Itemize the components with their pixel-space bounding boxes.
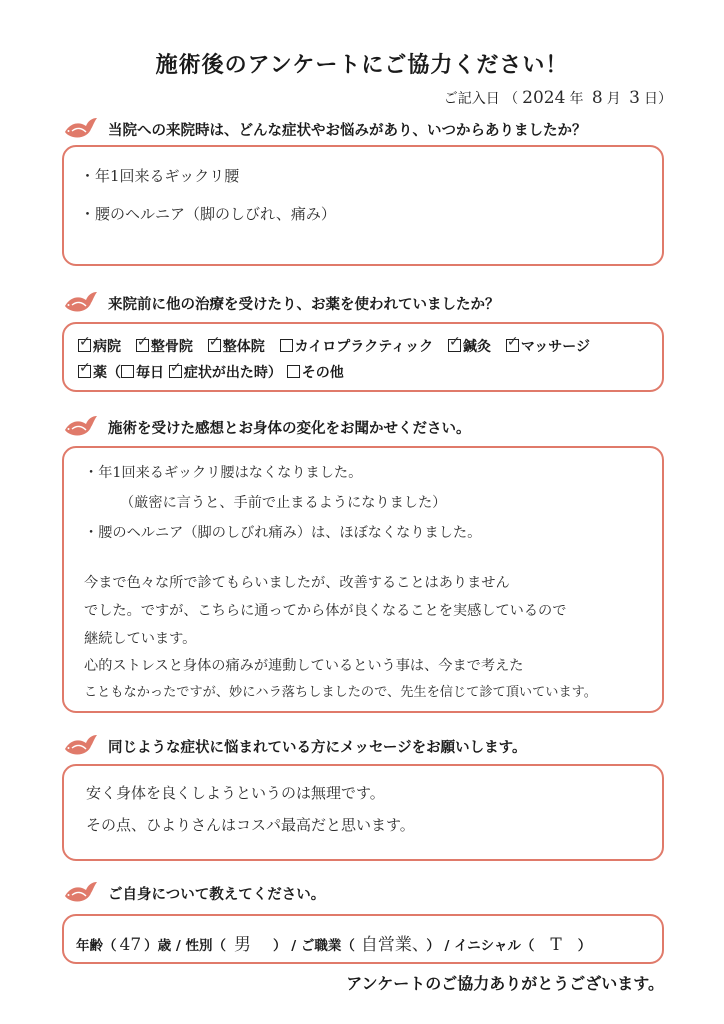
date-day-unit: 日	[644, 91, 658, 107]
option-hospital[interactable]: ✓病院	[78, 339, 121, 355]
question-5-label: ご自身について教えてください。	[108, 886, 326, 903]
answer-box-4[interactable]	[62, 764, 664, 861]
entry-date: ご記入日 （ 2024 年 8 月 3 日）	[443, 88, 672, 108]
checkbox-checked[interactable]	[169, 365, 182, 378]
question-2-label: 来院前に他の治療を受けたり、お薬を使われていましたか？	[108, 296, 500, 313]
option-acupuncture[interactable]: ✓ 鍼灸	[448, 339, 491, 355]
answer-line: 継続しています。	[84, 631, 197, 647]
answer-line: その点、ひよりさんはコスパ最高だと思います。	[86, 816, 415, 834]
checkbox-checked[interactable]	[78, 339, 91, 352]
bird-icon	[62, 116, 100, 142]
option-when-symptoms[interactable]: ✓ 症状が出た時	[169, 365, 268, 381]
date-label: ご記入日	[443, 91, 500, 107]
profile-box	[62, 914, 664, 964]
checkbox-unchecked[interactable]	[280, 339, 293, 352]
initial-suffix: ）	[577, 938, 592, 954]
initial-value[interactable]: T	[550, 935, 562, 955]
question-4-label: 同じような症状に悩まれている方にメッセージをお願いします。	[108, 739, 527, 756]
answer-line: 今まで色々な所で診てもらいましたが、改善することはありません	[84, 575, 510, 591]
bird-icon	[62, 880, 100, 906]
option-chiropractic[interactable]: カイロプラクティック	[280, 339, 433, 355]
option-daily[interactable]: 毎日	[121, 365, 164, 381]
sex-value[interactable]: 男	[233, 935, 251, 955]
age-suffix: ）歳	[144, 938, 172, 954]
answer-line: 心的ストレスと身体の痛みが連動しているという事は、今まで考えた	[84, 658, 524, 674]
option-medicine[interactable]: ✓薬	[78, 365, 107, 381]
checkbox-checked[interactable]	[78, 365, 91, 378]
question-5	[62, 880, 325, 906]
thanks-message: アンケートのご協力ありがとうございます。	[346, 974, 664, 993]
separator: /	[291, 938, 297, 954]
page-title: 施術後のアンケートにご協力ください！	[155, 53, 569, 78]
bird-icon	[62, 414, 100, 440]
job-suffix: ）	[426, 938, 440, 954]
question-3-label: 施術を受けた感想とお身体の変化をお聞かせください。	[108, 420, 471, 437]
question-2	[62, 290, 500, 316]
checkbox-checked[interactable]	[506, 339, 519, 352]
checkbox-unchecked[interactable]	[287, 365, 300, 378]
bird-icon	[62, 290, 100, 316]
question-3	[62, 414, 471, 440]
age-value[interactable]: 47	[119, 935, 142, 955]
option-seitaiin[interactable]: ✓ 整体院	[208, 339, 265, 355]
answer-line: ・年1回来るギックリ腰はなくなりました。	[84, 465, 363, 481]
initial-label: イニシャル（	[454, 938, 535, 954]
checkbox-checked[interactable]	[208, 339, 221, 352]
answer-line: でした。ですが、こちらに通ってから体が良くなることを実感しているので	[84, 603, 567, 619]
answer-line: こともなかったですが、妙にハラ落ちしましたので、先生を信じて診て頂いています。	[84, 685, 597, 700]
option-massage[interactable]: ✓ マッサージ	[506, 339, 590, 355]
question-4	[62, 733, 526, 759]
answer-line: （厳密に言うと、手前で止まるようになりました）	[120, 495, 447, 511]
age-label: 年齢（	[76, 938, 117, 954]
date-month[interactable]: 8	[591, 88, 603, 108]
sex-label: 性別（	[185, 938, 226, 954]
date-month-unit: 月	[606, 91, 621, 107]
options-box: ✓病院 ✓ 整骨院 ✓ 整体院 カイロプラクティック ✓ 鍼灸 ✓ マッサージ ✓薬（ 毎日 ✓ 症状が出た時） その他	[62, 322, 664, 392]
answer-line: ・腰のヘルニア（脚のしびれ、痛み）	[80, 205, 336, 223]
date-year[interactable]: 2024	[522, 88, 566, 108]
bird-icon	[62, 733, 100, 759]
option-seikotsuin[interactable]: ✓ 整骨院	[136, 339, 193, 355]
question-1	[62, 116, 587, 142]
sex-suffix: ）	[272, 938, 287, 954]
answer-line: ・年1回来るギックリ腰	[80, 167, 240, 185]
checkbox-unchecked[interactable]	[121, 365, 134, 378]
answer-box-1[interactable]	[62, 145, 664, 266]
checkbox-checked[interactable]	[136, 339, 149, 352]
date-day[interactable]: 3	[629, 88, 640, 108]
answer-line: ・腰のヘルニア（脚のしびれ痛み）は、ほぼなくなりました。	[84, 525, 482, 541]
answer-box-3[interactable]	[62, 446, 664, 713]
option-other[interactable]: その他	[287, 365, 344, 381]
checkbox-checked[interactable]	[448, 339, 461, 352]
answer-line: 安く身体を良くしようというのは無理です。	[86, 784, 385, 802]
separator: /	[175, 938, 181, 954]
job-value[interactable]: 自営業、	[360, 935, 421, 955]
date-year-unit: 年	[569, 91, 584, 107]
question-1-label: 当院への来院時は、どんな症状やお悩みがあり、いつからありましたか？	[108, 122, 587, 139]
separator: /	[444, 938, 450, 954]
job-label: ご職業（	[300, 938, 355, 954]
